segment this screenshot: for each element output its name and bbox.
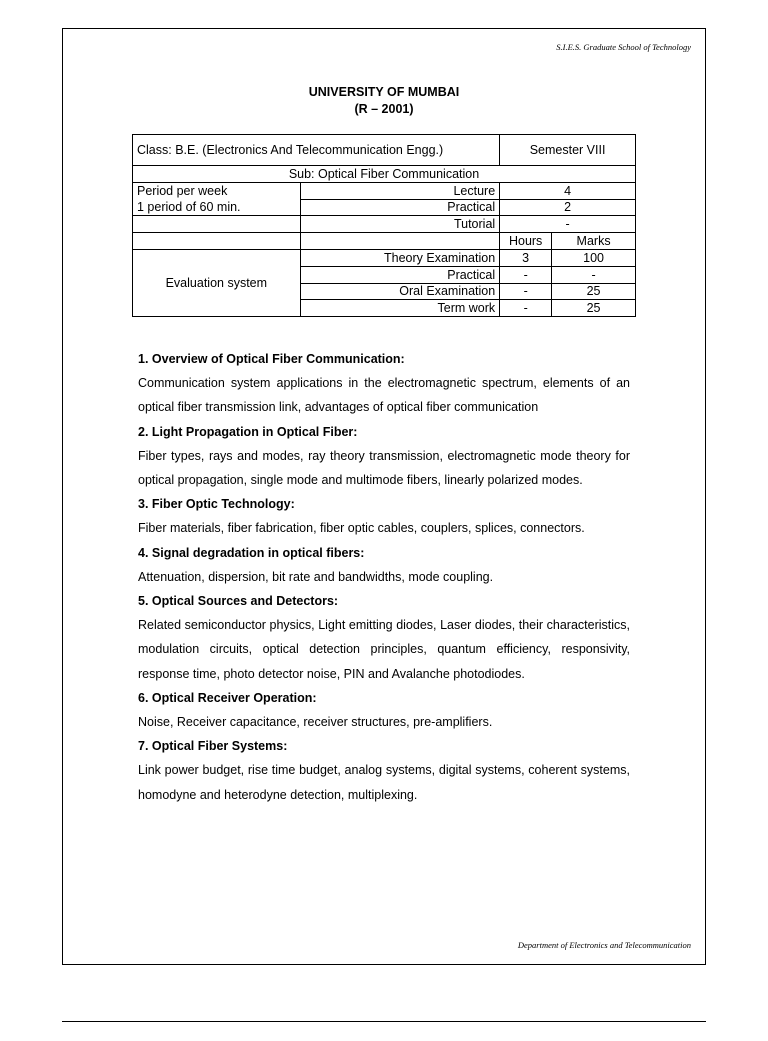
lecture-label-cell: Lecture xyxy=(300,182,500,199)
section-heading: 1. Overview of Optical Fiber Communication: xyxy=(138,352,405,366)
section-body: Link power budget, rise time budget, analog systems, digital systems, coherent systems, homodyne and heterodyne detection, multiplexing. xyxy=(138,763,630,802)
eval-marks-cell: 25 xyxy=(552,283,636,300)
eval-hours-cell: - xyxy=(500,266,552,283)
period-length-cell: 1 period of 60 min. xyxy=(133,199,301,216)
table-row xyxy=(133,182,636,199)
tutorial-label-cell: Tutorial xyxy=(300,216,500,233)
eval-marks-cell: 25 xyxy=(552,300,636,317)
department-footer: Department of Electronics and Telecommunication xyxy=(517,940,691,950)
eval-label-cell: Oral Examination xyxy=(300,283,500,300)
section-heading: 2. Light Propagation in Optical Fiber: xyxy=(138,424,358,439)
empty-cell xyxy=(133,216,301,233)
section-body: Noise, Receiver capacitance, receiver structures, pre-amplifiers. xyxy=(138,715,493,730)
section-body: Communication system applications in the electromagnetic spectrum, elements of an optical fiber transmission link, advantages of optical fiber communication xyxy=(138,376,630,415)
evaluation-system-cell: Evaluation system xyxy=(133,249,301,316)
empty-cell xyxy=(133,233,301,250)
section-body: Fiber types, rays and modes, ray theory transmission, electromagnetic mode theory for optical propagation, single mode and multimode fibers, linearly polarized modes. xyxy=(138,448,630,488)
section-heading: 3. Fiber Optic Technology: xyxy=(138,497,295,512)
section-body: Fiber materials, fiber fabrication, fiber optic cables, couplers, splices, connectors. xyxy=(138,521,585,536)
university-title: UNIVERSITY OF MUMBAI xyxy=(308,85,460,99)
practical-value-cell: 2 xyxy=(500,199,636,216)
section-heading: 5. Optical Sources and Detectors: xyxy=(138,594,339,609)
eval-hours-cell: - xyxy=(500,300,552,317)
period-per-week-cell: Period per week xyxy=(133,182,301,199)
eval-hours-cell: - xyxy=(500,283,552,300)
eval-label-cell: Practical xyxy=(300,266,500,283)
practical-label-cell: Practical xyxy=(300,199,500,216)
semester-cell: Semester VIII xyxy=(500,135,636,166)
marks-header-cell: Marks xyxy=(552,233,636,250)
eval-marks-cell: - xyxy=(552,266,636,283)
table-row xyxy=(133,233,636,250)
eval-hours-cell: 3 xyxy=(500,249,552,266)
table-row xyxy=(133,135,636,166)
tutorial-value-cell: - xyxy=(500,216,636,233)
institution-header: S.I.E.S. Graduate School of Technology xyxy=(556,42,691,52)
table-row xyxy=(133,249,636,266)
revision-title: (R – 2001) xyxy=(354,102,414,116)
eval-label-cell: Theory Examination xyxy=(300,249,500,266)
empty-cell xyxy=(300,233,500,250)
section-body: Attenuation, dispersion, bit rate and bandwidths, mode coupling. xyxy=(138,569,494,584)
section-heading: 4. Signal degradation in optical fibers: xyxy=(138,545,365,560)
syllabus-content xyxy=(138,347,630,807)
eval-label-cell: Term work xyxy=(300,300,500,317)
eval-marks-cell: 100 xyxy=(552,249,636,266)
subject-cell: Sub: Optical Fiber Communication xyxy=(133,166,636,183)
hours-header-cell: Hours xyxy=(500,233,552,250)
section-body: Related semiconductor physics, Light emitting diodes, Laser diodes, their characteristics, modulation circuits, optical detection principles, quantum efficiency, responsivity, response time, photo detector noise, PIN and Avalanche photodiodes. xyxy=(138,618,630,681)
table-row xyxy=(133,199,636,216)
table-row xyxy=(133,216,636,233)
lecture-value-cell: 4 xyxy=(500,182,636,199)
next-page-edge xyxy=(62,1021,706,1041)
section-heading: 7. Optical Fiber Systems: xyxy=(138,739,288,754)
table-row xyxy=(133,166,636,183)
section-heading: 6. Optical Receiver Operation: xyxy=(138,690,317,705)
class-cell: Class: B.E. (Electronics And Telecommunication Engg.) xyxy=(133,135,500,166)
syllabus-table xyxy=(132,134,636,317)
